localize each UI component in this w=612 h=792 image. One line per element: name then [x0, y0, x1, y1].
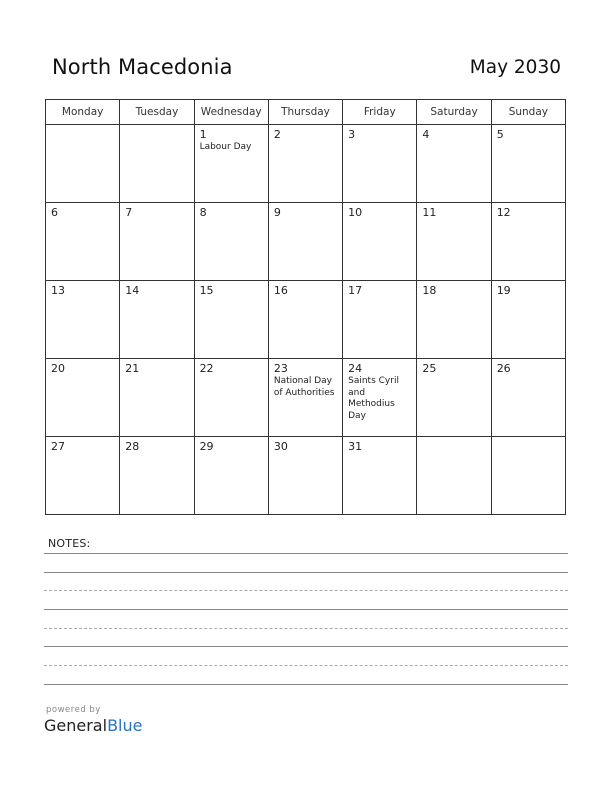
day-number: 23	[273, 362, 288, 375]
holiday-label: Labour Day	[199, 142, 252, 152]
day-cell	[120, 359, 194, 437]
day-number: 6	[51, 206, 58, 219]
day-cell	[343, 437, 417, 515]
day-cell	[120, 437, 194, 515]
day-number: 10	[348, 206, 363, 219]
calendar-grid	[45, 99, 566, 515]
notes-line	[44, 572, 568, 573]
notes-line	[44, 665, 568, 666]
weekday-header: Saturday	[417, 100, 491, 125]
day-cell	[194, 437, 268, 515]
day-cell	[46, 125, 120, 203]
weekday-header: Friday	[343, 100, 417, 125]
day-cell	[120, 281, 194, 359]
notes-line	[44, 628, 568, 629]
holiday-label: Saints Cyril and Methodius Day	[348, 376, 399, 421]
day-cell	[46, 359, 120, 437]
day-cell	[120, 203, 194, 281]
day-cell	[491, 125, 565, 203]
country-title: North Macedonia	[52, 55, 233, 79]
day-number: 19	[496, 284, 511, 297]
day-number: 25	[422, 362, 437, 375]
day-number: 17	[348, 284, 363, 297]
day-cell	[46, 281, 120, 359]
day-number: 2	[273, 128, 281, 141]
powered-by-text: powered by	[46, 705, 101, 715]
week-row	[46, 125, 566, 203]
day-cell	[194, 125, 268, 203]
day-cell	[46, 437, 120, 515]
day-cell	[46, 203, 120, 281]
day-number: 14	[125, 284, 140, 297]
day-cell	[491, 359, 565, 437]
brand-blue: Blue	[107, 716, 143, 735]
day-number: 29	[199, 440, 214, 453]
day-cell	[194, 359, 268, 437]
weekday-header: Tuesday	[120, 100, 194, 125]
weekday-header: Wednesday	[194, 100, 268, 125]
week-row	[46, 203, 566, 281]
day-cell	[491, 437, 565, 515]
day-cell	[343, 359, 417, 437]
day-cell	[491, 281, 565, 359]
weekday-header: Sunday	[491, 100, 565, 125]
day-number: 31	[348, 440, 363, 453]
day-cell	[194, 203, 268, 281]
day-cell	[491, 203, 565, 281]
notes-line	[44, 646, 568, 647]
day-cell	[343, 125, 417, 203]
notes-label: NOTES:	[48, 537, 91, 550]
generalblue-logo	[44, 716, 142, 735]
day-cell	[343, 203, 417, 281]
day-cell	[417, 281, 491, 359]
day-number: 20	[51, 362, 65, 375]
day-cell	[268, 203, 342, 281]
day-cell	[268, 437, 342, 515]
day-cell	[417, 203, 491, 281]
day-number: 3	[348, 128, 356, 141]
day-number: 12	[496, 206, 511, 219]
day-cell	[417, 125, 491, 203]
weekday-header: Thursday	[268, 100, 342, 125]
notes-line	[44, 590, 568, 591]
day-number: 9	[273, 206, 281, 219]
day-number: 4	[422, 128, 430, 141]
day-cell	[194, 281, 268, 359]
day-number: 5	[496, 128, 504, 141]
day-cell	[120, 125, 194, 203]
day-number: 15	[199, 284, 214, 297]
day-number: 24	[348, 362, 363, 375]
weekday-header: Monday	[46, 100, 120, 125]
day-number: 1	[199, 128, 207, 141]
day-number: 21	[125, 362, 140, 375]
day-cell	[268, 125, 342, 203]
day-number: 26	[496, 362, 511, 375]
week-row	[46, 281, 566, 359]
day-cell	[268, 359, 342, 437]
day-cell	[343, 281, 417, 359]
day-number: 7	[125, 206, 133, 219]
month-year-title: May 2030	[469, 57, 561, 78]
day-cell	[417, 437, 491, 515]
day-number: 11	[422, 206, 437, 219]
day-cell	[268, 281, 342, 359]
notes-line	[44, 684, 568, 685]
notes-line	[44, 609, 568, 610]
day-cell	[417, 359, 491, 437]
day-number: 18	[422, 284, 437, 297]
notes-line	[44, 553, 568, 554]
holiday-label: National Day of Authorities	[273, 376, 335, 398]
week-row	[46, 437, 566, 515]
day-number: 13	[51, 284, 65, 297]
day-number: 8	[199, 206, 207, 219]
day-number: 16	[273, 284, 288, 297]
day-number: 27	[51, 440, 65, 453]
brand-general: General	[44, 716, 108, 735]
day-number: 22	[199, 362, 214, 375]
day-number: 30	[273, 440, 288, 453]
day-number: 28	[125, 440, 140, 453]
weekday-header-row	[46, 100, 566, 125]
week-row	[46, 359, 566, 437]
